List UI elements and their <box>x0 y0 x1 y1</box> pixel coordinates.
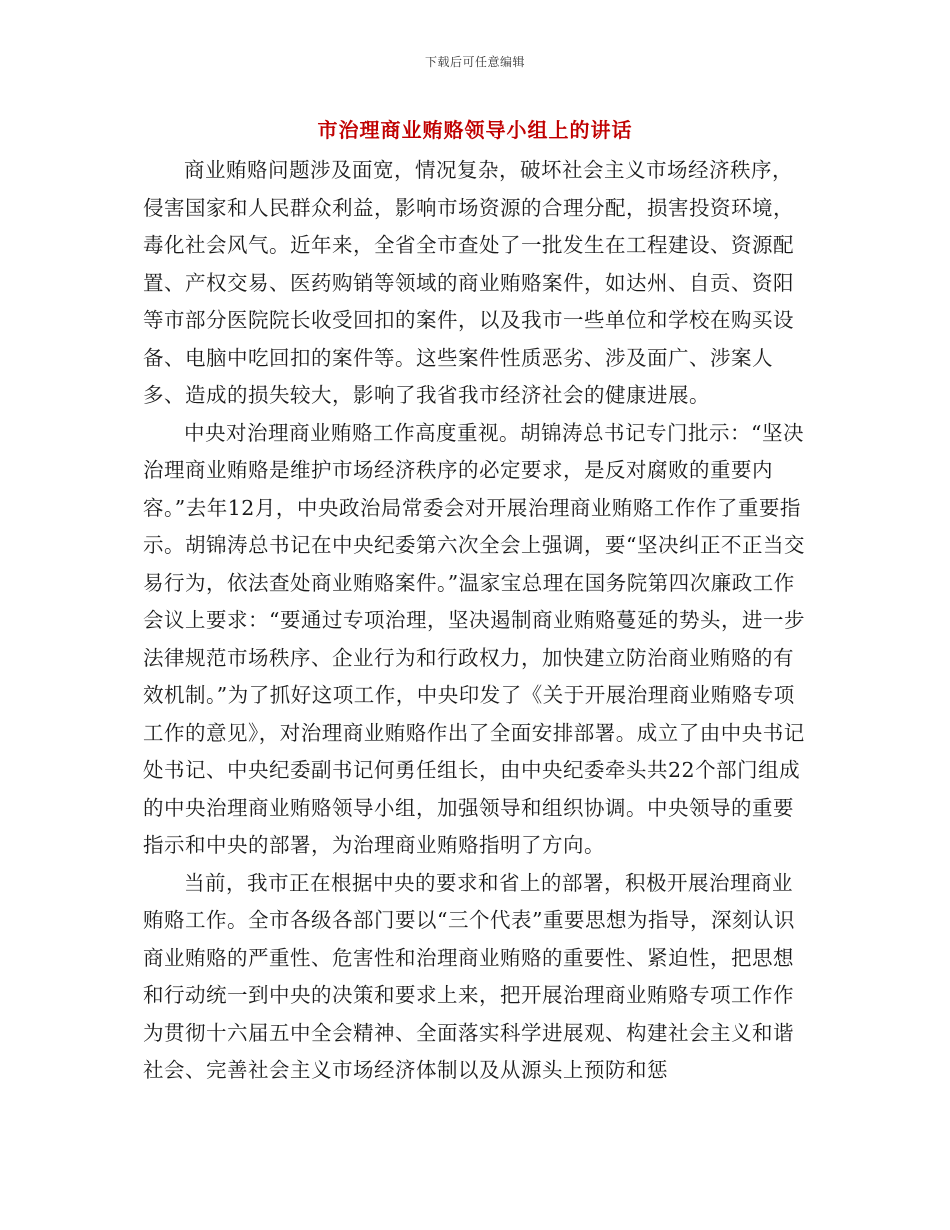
paragraph-2: 中央对治理商业贿赂工作高度重视。胡锦涛总书记专门批示：“坚决治理商业贿赂是维护市场经济秩序的必定要求，是反对腐败的重要内容。”去年12月，中央政治局常委会对开展治理商业贿赂工作作了重要指示。胡锦涛总书记在中央纪委第六次全会上强调，要“坚决纠正不正当交易行为，依法查处商业贿赂案件。”温家宝总理在国务院第四次廉政工作会议上要求：“要通过专项治理，坚决遏制商业贿赂蔓延的势头，进一步法律规范市场秩序、企业行为和行政权力，加快建立防治商业贿赂的有效机制。”为了抓好这项工作，中央印发了《关于开展治理商业贿赂专项工作的意见》，对治理商业贿赂作出了全面安排部署。成立了由中央书记处书记、中央纪委副书记何勇任组长，由中央纪委牵头共22个部门组成的中央治理商业贿赂领导小组，加强领导和组织协调。中央领导的重要指示和中央的部署，为治理商业贿赂指明了方向。 <box>143 420 805 857</box>
header-note: 下载后可任意编辑 <box>424 55 525 69</box>
paragraph-3: 当前，我市正在根据中央的要求和省上的部署，积极开展治理商业贿赂工作。全市各级各部门要以“三个代表”重要思想为指导，深刻认识商业贿赂的严重性、危害性和治理商业贿赂的重要性、紧迫性，把思想和行动统一到中央的决策和要求上来，把开展治理商业贿赂专项工作作为贯彻十六届五中全会精神、全面落实科学进展观、构建社会主义和谐社会、完善社会主义市场经济体制以及从源头上预防和惩 <box>143 870 795 1082</box>
paragraph-1: 商业贿赂问题涉及面宽，情况复杂，破坏社会主义市场经济秩序，侵害国家和人民群众利益，影响市场资源的合理分配，损害投资环境，毒化社会风气。近年来，全省全市查处了一批发生在工程建设、资源配置、产权交易、医药购销等领域的商业贿赂案件，如达州、自贡、资阳等市部分医院院长收受回扣的案件，以及我市一些单位和学校在购买设备、电脑中吃回扣的案件等。这些案件性质恶劣、涉及面广、涉案人多、造成的损失较大，影响了我省我市经济社会的健康进展。 <box>143 158 794 407</box>
document-title: 市治理商业贿赂领导小组上的讲话 <box>317 118 633 142</box>
document-body <box>143 152 813 1090</box>
